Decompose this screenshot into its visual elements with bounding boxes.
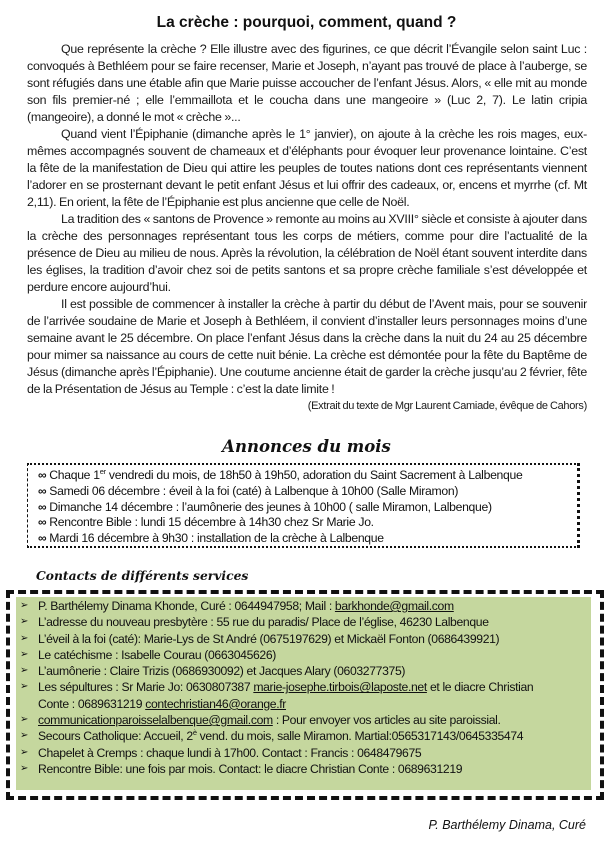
contact-item: ➢ L’adresse du nouveau presbytère : 55 rue du paradis/ Place de l’église, 46230 Lalbenque [20, 615, 489, 630]
arrow-bullet-icon: ➢ [20, 681, 29, 693]
signature: P. Barthélemy Dinama, Curé [428, 818, 586, 832]
contact-item: ➢ L’aumônerie : Claire Trizis (0686930092) et Jacques Alary (0603277375) [20, 664, 406, 679]
contact-item: ➢ L’éveil à la foi (caté): Marie-Lys de St André (0675197629) et Mickaël Fonton (0686439921) [20, 631, 500, 646]
arrow-bullet-icon: ➢ [20, 632, 29, 644]
arrow-bullet-icon: ➢ [20, 730, 29, 742]
arrow-bullet-icon: ➢ [20, 616, 29, 628]
email-link[interactable]: barkhonde@gmail.com [334, 599, 454, 613]
article-title: La crèche : pourquoi, comment, quand ? [156, 14, 457, 31]
contacts-title: Contacts de différents services [36, 568, 249, 583]
annonce-item: ∞ Mardi 16 décembre à 9h30 : installation de la crèche à Lalbenque [38, 531, 384, 546]
arrow-bullet-icon: ➢ [20, 648, 29, 660]
annonce-item: ∞ Samedi 06 décembre : éveil à la foi (caté) à Lalbenque à 10h00 (Salle Miramon) [38, 483, 459, 498]
arrow-bullet-icon: ➢ [20, 600, 29, 611]
contacts-panel [16, 597, 591, 790]
annonces-title: Annonces du mois [222, 437, 391, 456]
annonces-box [27, 463, 580, 548]
article-paragraph: Il est possible de commencer à installer la crèche à partir du début de l’Avent mais, pour se souvenir de l’arrivée soudaine de Marie et Joseph à Bethléem, il convient d’installer leurs personnages moins d’une semaine avant le 25 décembre. On place l’enfant Jésus dans la crèche dans la nuit du 24 au 25 décembre pour mimer sa naissance au cours de cette nuit bénie. La crèche est démontée pour la fête du Baptême de Jésus (dimanche après l’Épiphanie). Une coutume ancienne était de garder la crèche jusqu’au 2 février, fête de la Présentation de Jésus au Temple : c’est la date limite ! (Extrait du texte de Mgr Laurent Camiade, évêque de Cahors) [27, 296, 587, 398]
contact-item: ➢ Chapelet à Cremps : chaque lundi à 17h00. Contact : Francis : 0648479675 [20, 745, 422, 760]
infinity-bullet-icon: ∞ [38, 499, 47, 514]
infinity-bullet-icon: ∞ [38, 531, 47, 546]
article-paragraph: La tradition des « santons de Provence » remonte au moins au XVIII° siècle et consiste à ajouter dans la crèche des personnages représentant tous les corps de métiers, comme pour dire l’actualité de la présence de Dieu au milieu de nous. Après la révolution, la célébration de Noël étant souvent interdite dans les églises, la tradition d’avoir chez soi de petits santons et sa propre crèche familiale s’est développée et perdure encore aujourd’hui. [27, 212, 587, 294]
email-link[interactable]: marie-josephe.tirbois@laposte.net [253, 680, 427, 695]
contact-item: ➢ Le catéchisme : Isabelle Courau (0663045626) [20, 647, 276, 662]
article-paragraph: Que représente la crèche ? Elle illustre avec des figurines, ce que décrit l’Évangile selon saint Luc : convoqués à Bethléem pour se faire recenser, Marie et Joseph, n’ayant pas trouvé de place à l’auberge, se sont réfugiés dans une étable afin que Marie puisse accoucher de l’enfant Jésus. Alors, « elle mit au monde son fils premier-né ; elle l’emmaillota et le coucha dans une mangeoire » (Luc 2, 7). Le latin cripia (mangeoire), a donné le mot « crèche »... [27, 42, 587, 124]
arrow-bullet-icon: ➢ [20, 665, 29, 677]
infinity-bullet-icon: ∞ [38, 515, 47, 530]
article-body [27, 41, 587, 415]
contact-item: ➢ Les sépultures : Sr Marie Jo: 0630807387 marie-josephe.tirbois@laposte.net et le diacre Christian Conte : 0689631219 contechristian46@orange.fr [20, 680, 534, 711]
contact-item: ➢ Rencontre Bible: une fois par mois. Contact: le diacre Christian Conte : 0689631219 [20, 761, 463, 776]
contact-item: ➢ communicationparoisselalbenque@gmail.com : Pour envoyer vos articles au site paroissial. [20, 713, 501, 728]
annonce-item: ∞ Dimanche 14 décembre : l’aumônerie des jeunes à 10h00 ( salle Miramon, Lalbenque) [38, 499, 492, 514]
arrow-bullet-icon: ➢ [20, 746, 29, 758]
arrow-bullet-icon: ➢ [20, 714, 29, 726]
article-paragraph: Quand vient l’Épiphanie (dimanche après le 1° janvier), on ajoute à la crèche les rois mages, eux-mêmes accompagnés souvent de chameaux et d’éléphants pour évoquer leur provenance lointaine. C’est la fête de la manifestation de Dieu qui attire les peuples de toutes nations dont ces représentants viennent l’adorer en se prosternant devant le petit enfant Jésus et lui offrir des cadeaux, or, encens et myrrhe (cf. Mt 2,11). En orient, la fête de l’Épiphanie est plus ancienne que celle de Noël. [27, 127, 587, 209]
email-link[interactable]: contechristian46@orange.fr [145, 696, 287, 711]
annonce-item: ∞ Chaque 1er vendredi du mois, de 18h50 à 19h50, adoration du Saint Sacrement à Lalbenque [38, 467, 523, 482]
article-source: (Extrait du texte de Mgr Laurent Camiade, évêque de Cahors) [307, 400, 587, 412]
infinity-bullet-icon: ∞ [38, 468, 47, 482]
email-link[interactable]: communicationparoisselalbenque@gmail.com [38, 713, 273, 728]
annonce-item: ∞ Rencontre Bible : lundi 15 décembre à 14h30 chez Sr Marie Jo. [38, 515, 374, 530]
contact-item: ➢ Secours Catholique: Accueil, $2^è$ vend. du mois, salle Miramon. Martial:0565317143/0645335474 [20, 728, 524, 744]
infinity-bullet-icon: ∞ [38, 483, 47, 498]
contact-item: ➢ P. Barthélemy Dinama Khonde, Curé : 0644947958; Mail : barkhonde@gmail.com [20, 599, 454, 613]
arrow-bullet-icon: ➢ [20, 762, 29, 774]
